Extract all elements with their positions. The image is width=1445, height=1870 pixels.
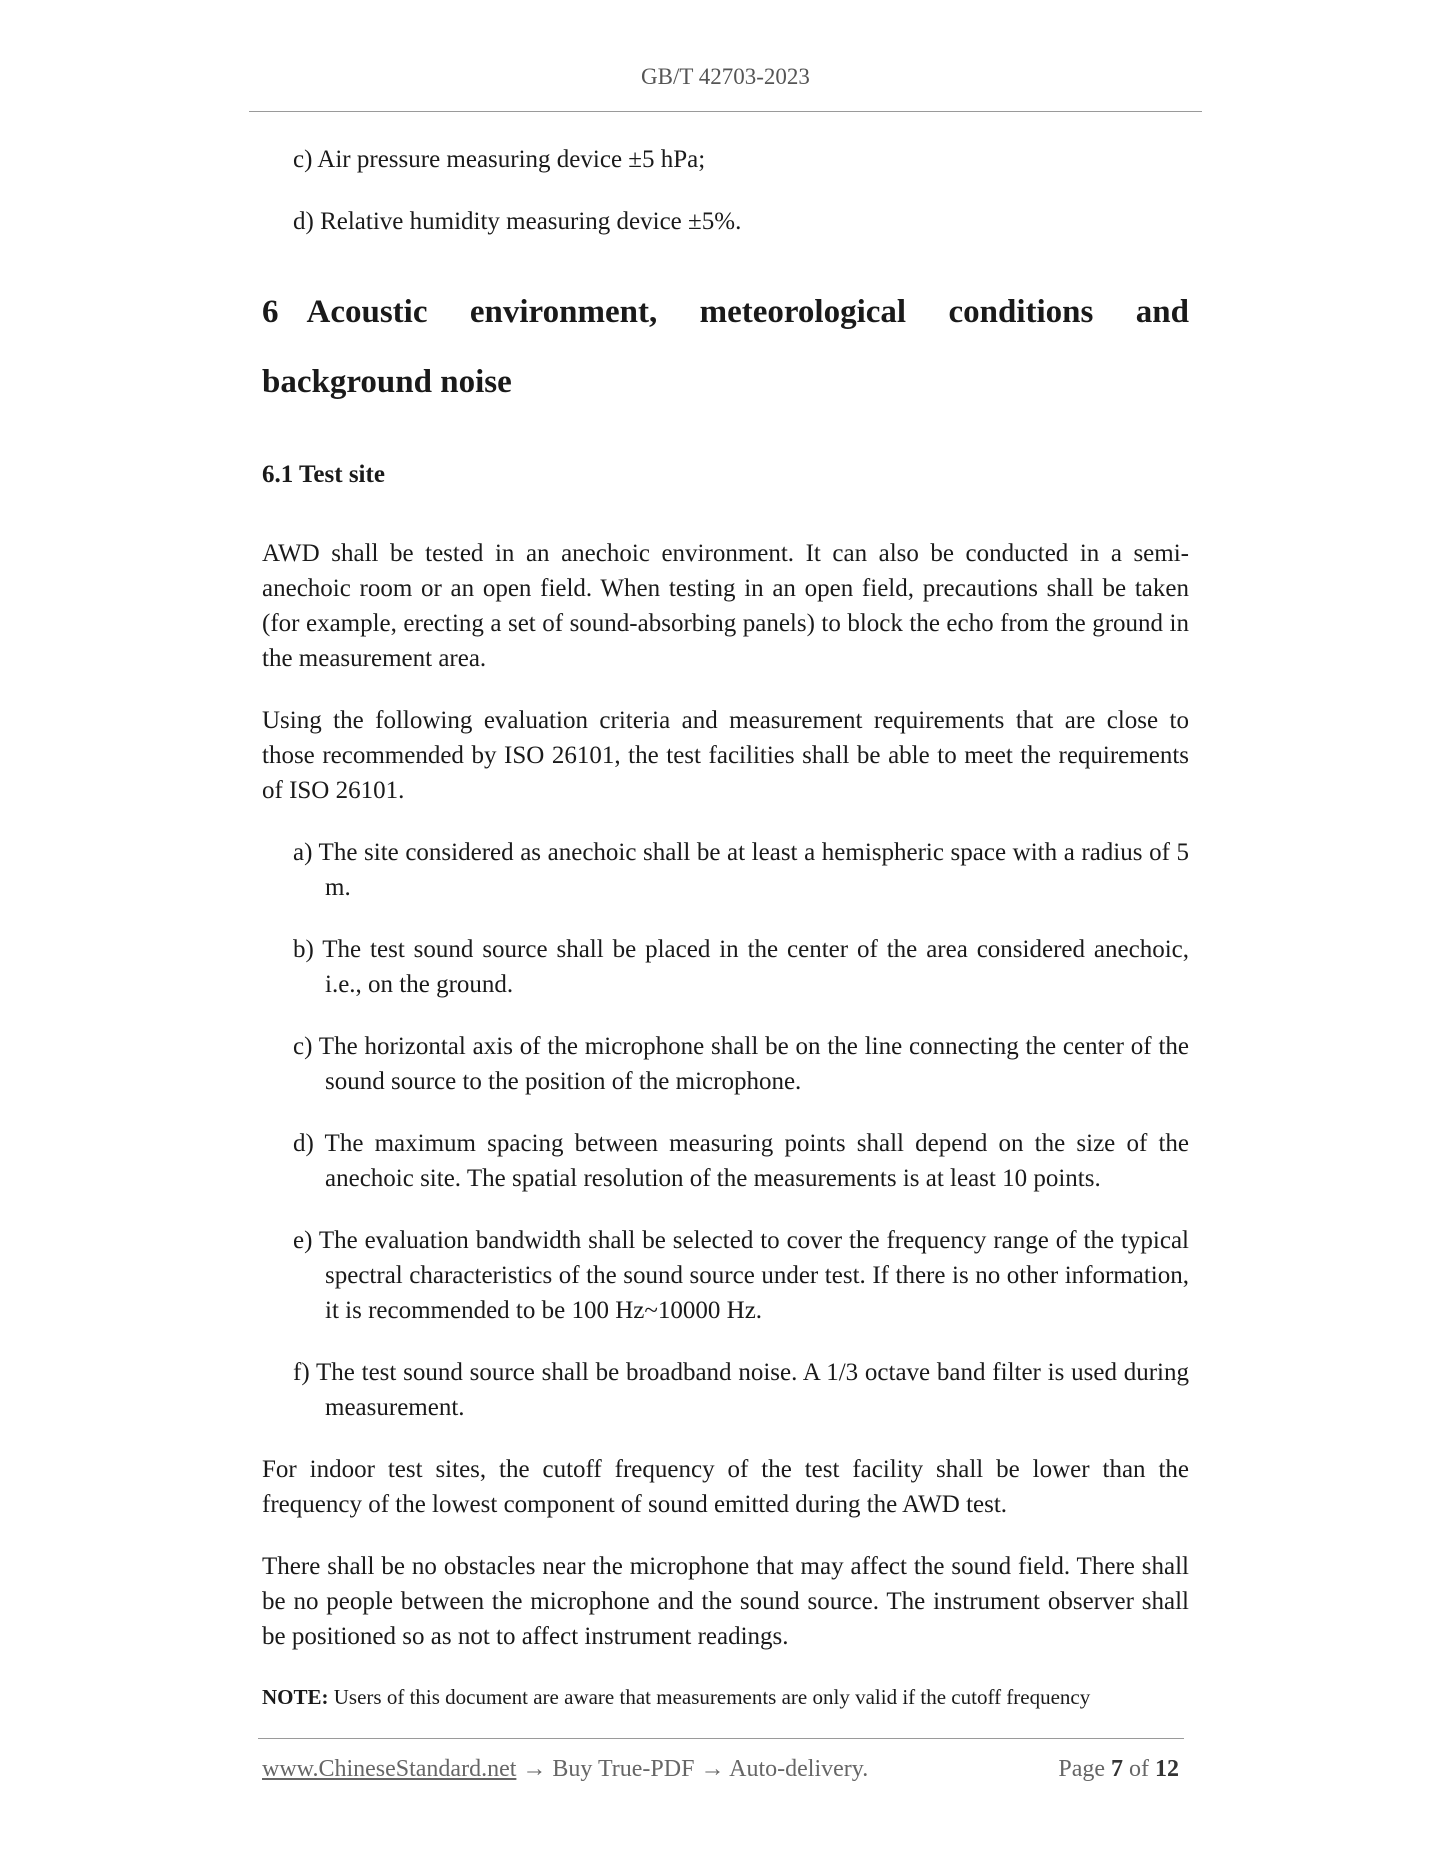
section-heading [262, 277, 1189, 417]
page-header: GB/T 42703-2023 [641, 64, 810, 89]
arrow-icon: → [700, 1756, 725, 1782]
body-paragraph: There shall be no obstacles near the microphone that may affect the sound field. There shall be no people between the microphone and the sound source. The instrument observer shall be positioned so as not to affect instrument readings. [262, 1553, 1189, 1650]
note-label: NOTE: [262, 1685, 329, 1709]
list-item: f) The test sound source shall be broadband noise. A 1/3 octave band filter is used during measurement. [293, 1359, 1189, 1421]
section-title: Acoustic environment, meteorological conditions and background noise [262, 294, 1189, 400]
note-text: Users of this document are aware that measurements are only valid if the cutoff frequency [333, 1685, 1091, 1709]
list-item: b) The test sound source shall be placed in the center of the area considered anechoic, i.e., on the ground. [293, 936, 1189, 998]
total-pages: 12 [1155, 1756, 1179, 1782]
page-number: 7 [1111, 1756, 1123, 1782]
footer-divider [258, 1738, 1184, 1739]
arrow-icon: → [522, 1756, 547, 1782]
list-item: a) The site considered as anechoic shall be at least a hemispheric space with a radius of 5 m. [293, 839, 1189, 901]
list-item: d) Relative humidity measuring device ±5%. [293, 208, 742, 235]
list-item: c) Air pressure measuring device ±5 hPa; [293, 146, 706, 173]
body-paragraph: AWD shall be tested in an anechoic environment. It can also be conducted in a semi-anechoic room or an open field. When testing in an open field, precautions shall be taken (for example, erecting a set of sound-absorbing panels) to block the echo from the ground in the measurement area. [262, 540, 1189, 672]
footer-links [262, 1756, 868, 1783]
section-number: 6 [262, 294, 279, 330]
page-word: Page [1058, 1756, 1105, 1782]
subsection-heading: 6.1 Test site [262, 461, 385, 488]
buy-text: Buy True-PDF [552, 1756, 695, 1782]
body-paragraph: For indoor test sites, the cutoff frequency of the test facility shall be lower than the frequency of the lowest component of sound emitted during the AWD test. [262, 1456, 1189, 1518]
page-body [262, 142, 1189, 1713]
of-word: of [1129, 1756, 1149, 1782]
list-item: d) The maximum spacing between measuring points shall depend on the size of the anechoic site. The spatial resolution of the measurements is at least 10 points. [293, 1130, 1189, 1192]
delivery-text: Auto-delivery. [729, 1756, 869, 1782]
body-paragraph: Using the following evaluation criteria and measurement requirements that are close to those recommended by ISO 26101, the test facilities shall be able to meet the requirements of ISO 26101. [262, 707, 1189, 804]
header-divider [249, 111, 1202, 112]
page-indicator [1058, 1756, 1179, 1783]
site-link[interactable]: www.ChineseStandard.net [262, 1756, 517, 1782]
note [262, 1681, 1189, 1713]
list-item: e) The evaluation bandwidth shall be selected to cover the frequency range of the typical spectral characteristics of the sound source under test. If there is no other information, it is recommended to be 100 Hz~10000 Hz. [293, 1227, 1189, 1324]
list-item: c) The horizontal axis of the microphone shall be on the line connecting the center of the sound source to the position of the microphone. [293, 1033, 1189, 1095]
